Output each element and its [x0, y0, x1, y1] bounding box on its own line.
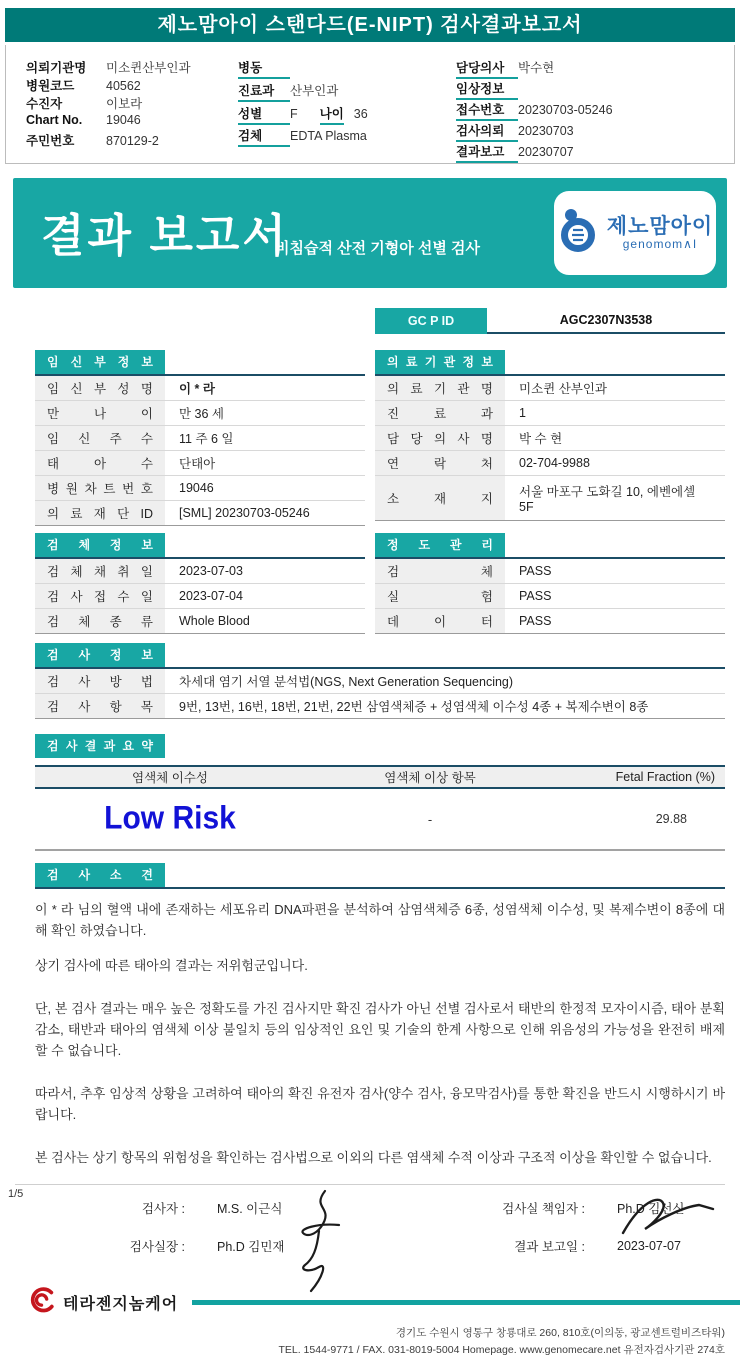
row-value: 19046 — [179, 481, 214, 495]
field-value: 산부인과 — [290, 83, 339, 98]
result-low-risk: Low Risk — [104, 800, 236, 837]
row-value: 2023-07-03 — [179, 564, 243, 578]
row-value: [SML] 20230703-05246 — [179, 506, 310, 520]
result-banner — [13, 178, 727, 288]
row-label: 담 당 의 사 명 — [387, 432, 493, 446]
logo-english: genomom∧I — [622, 236, 698, 251]
row-label: 검 체 종 류 — [47, 615, 153, 629]
opinion-tab: 검 사 소 견 — [35, 863, 165, 887]
field-label: 주민번호 — [26, 133, 75, 148]
logo-text-block — [607, 216, 713, 251]
row-value: 9번, 13번, 16번, 18번, 21번, 22번 삼염색체증 + 성염색체 이수성 4종 + 복제수변이 8종 — [179, 700, 649, 714]
result-summary — [35, 734, 725, 851]
row-label: 진 료 과 — [387, 407, 493, 421]
field-label: 나이 — [320, 104, 344, 125]
field-value: 36 — [353, 106, 368, 121]
clinic-info-tab: 의 료 기 관 정 보 — [375, 350, 505, 374]
theragen-logo — [28, 1286, 178, 1319]
row-value: Whole Blood — [179, 614, 250, 628]
field-value: 19046 — [106, 112, 141, 127]
row-label: 실 험 — [387, 590, 493, 604]
table-row — [35, 669, 725, 694]
field-label: 병동 — [238, 58, 290, 79]
field-value: 20230707 — [518, 145, 574, 159]
row-label: 연 락 처 — [387, 457, 493, 471]
report-title-bar — [5, 8, 735, 42]
row-value: 단태아 — [179, 457, 216, 471]
field-label: 검체 — [238, 126, 290, 147]
row-value: PASS — [519, 589, 552, 603]
table-row — [35, 401, 365, 426]
test-info-zone — [35, 643, 725, 719]
row-label: 임 신 부 성 명 — [47, 382, 153, 396]
opinion-header — [35, 863, 725, 889]
test-info-table — [35, 643, 725, 719]
theragen-g-icon — [28, 1286, 56, 1319]
examiner-name: M.S. 이근식 — [217, 1202, 283, 1216]
abnormal-item-value: - — [427, 811, 433, 827]
table-row — [375, 609, 725, 634]
row-label: 의 료 재 단 ID — [47, 507, 153, 521]
opinion-paragraph: 상기 검사에 따른 태아의 결과는 저위험군입니다. — [35, 958, 308, 973]
field-label: 성별 — [238, 104, 290, 125]
field-value: F — [290, 106, 298, 121]
opinion-paragraph: 단, 본 검사 결과는 매우 높은 정확도를 가진 검사지만 확진 검사가 아닌 선별 검사로서 태반의 한정적 모자이시즘, 태아 분획 감소, 태반과 태아의 염색체 이상 불일치 등의 임상적인 요인 및 기술의 한계 사항으로 인해 위음성의 가능성을 완전히 배제할 수 없습니다. — [35, 1001, 725, 1058]
row-label: 소 재 지 — [387, 492, 493, 506]
banner-subtitle: 비침습적 산전 기형아 선별 검사 — [275, 240, 481, 257]
table-row — [35, 694, 725, 719]
row-value: 이 * 라 — [179, 382, 215, 396]
row-value: 만 36 세 — [179, 407, 224, 421]
report-page — [0, 8, 740, 1356]
examiner-signature-icon — [283, 1187, 373, 1302]
row-label: 병 원 차 트 번 호 — [47, 482, 153, 496]
fetal-fraction-value: 29.88 — [655, 812, 687, 826]
specimen-info-tab: 검 체 정 보 — [35, 533, 165, 557]
signature-section — [15, 1184, 725, 1276]
field-label: 수진자 — [26, 97, 63, 112]
table-row — [35, 609, 365, 634]
address-line1: 경기도 수원시 영통구 창룡대로 260, 810호(이의동, 광교센트럴비즈타워) — [395, 1327, 725, 1339]
table-row — [375, 476, 725, 521]
row-value: 1 — [519, 406, 526, 420]
report-date-label: 결과 보고일 : — [514, 1240, 585, 1254]
field-label: 의뢰기관명 — [26, 61, 87, 75]
table-row — [375, 401, 725, 426]
patient-info-col1 — [26, 58, 238, 149]
patient-info-col2 — [238, 58, 456, 149]
row-value: 차세대 염기 서열 분석법(NGS, Next Generation Sequencing) — [179, 675, 514, 689]
field-label: 임상정보 — [456, 79, 518, 100]
qc-table — [375, 533, 725, 634]
row-label: 검 사 항 목 — [47, 700, 153, 714]
mother-clinic-tables — [35, 350, 725, 526]
opinion-section — [35, 863, 725, 1168]
summary-tab: 검 사 결 과 요 약 — [35, 734, 165, 758]
report-title: 제노맘아이 스탠다드(E-NIPT) 검사결과보고서 — [157, 14, 583, 36]
summary-value-row — [35, 789, 725, 851]
mother-info-table — [35, 350, 365, 526]
address-line2: TEL. 1544-9771 / FAX. 031-8019-5004 Homepage. www.genomecare.net 유전자검사기관 274호 — [278, 1344, 725, 1356]
field-label: 검사의뢰 — [456, 121, 518, 142]
test-info-tab: 검 사 정 보 — [35, 643, 165, 667]
row-value: 2023-07-04 — [179, 589, 243, 603]
summary-header-abnormal: 염색체 이상 항목 — [384, 771, 476, 785]
director-signature-icon — [615, 1191, 725, 1246]
specimen-qc-tables — [35, 533, 725, 634]
table-row — [35, 426, 365, 451]
row-value: PASS — [519, 564, 552, 578]
patient-info-col3 — [456, 58, 714, 159]
report-date-value: 2023-07-07 — [617, 1239, 681, 1253]
director-name: Ph.D 김선신 — [617, 1202, 685, 1216]
row-label: 검 체 채 취 일 — [47, 565, 153, 579]
field-value: EDTA Plasma — [290, 129, 367, 144]
summary-header-fetal-fraction: Fetal Fraction (%) — [615, 770, 715, 784]
field-label: 진료과 — [238, 81, 290, 102]
field-value: 박수현 — [518, 61, 555, 75]
row-label: 검 체 — [387, 565, 493, 579]
footer-address — [0, 1325, 725, 1359]
row-value: 미소퀸 산부인과 — [519, 382, 607, 396]
row-label: 데 이 터 — [387, 615, 493, 629]
field-label: 결과보고 — [456, 142, 518, 163]
field-label: 담당의사 — [456, 58, 518, 79]
field-value: 20230703 — [518, 124, 574, 138]
table-row — [375, 451, 725, 476]
opinion-body — [35, 889, 725, 1168]
logo-korean: 제노맘아이 — [606, 214, 714, 238]
row-value: PASS — [519, 614, 552, 628]
banner-title: 결과 보고서 — [41, 210, 289, 261]
table-row — [35, 376, 365, 401]
table-row — [35, 584, 365, 609]
footer-logo-row — [28, 1286, 740, 1319]
summary-header-row — [35, 765, 725, 789]
field-label: 병원코드 — [26, 79, 75, 94]
summary-header-aneuploidy: 염색체 이수성 — [132, 771, 208, 785]
field-value: 미소퀸산부인과 — [106, 61, 191, 75]
table-row — [35, 501, 365, 526]
field-label: Chart No. — [26, 112, 83, 127]
examiner-label: 검사자 : — [141, 1202, 185, 1216]
clinic-info-table — [375, 350, 725, 526]
table-row — [35, 476, 365, 501]
qc-tab: 정 도 관 리 — [375, 533, 505, 557]
mother-baby-icon — [557, 207, 599, 260]
footer-divider — [192, 1300, 740, 1305]
table-row — [375, 584, 725, 609]
patient-info-box — [5, 45, 735, 164]
table-row — [35, 451, 365, 476]
table-row — [375, 426, 725, 451]
table-row — [375, 376, 725, 401]
row-label: 의 료 기 관 명 — [387, 382, 493, 396]
field-value: 870129-2 — [106, 133, 159, 148]
gcp-id-value: AGC2307N3538 — [487, 308, 725, 334]
row-label: 태 아 수 — [47, 457, 153, 471]
chief-label: 검사실장 : — [129, 1240, 185, 1254]
genomom-logo — [554, 191, 716, 275]
opinion-paragraph: 이 * 라 님의 혈액 내에 존재하는 세포유리 DNA파편을 분석하여 삼염색체증 6종, 성염색체 이수성, 및 복제수변이 8종에 대해 확인 하였습니다. — [35, 902, 725, 938]
row-value: 박 수 현 — [519, 432, 563, 446]
opinion-paragraph: 본 검사는 상기 항목의 위험성을 확인하는 검사법으로 이외의 다른 염색체 수적 이상과 구조적 이상을 확인할 수 없습니다. — [35, 1150, 712, 1165]
field-value: 20230703-05246 — [518, 103, 613, 117]
table-row — [35, 559, 365, 584]
row-value: 서울 마포구 도화길 10, 에벤에셀 5F — [519, 485, 696, 514]
field-value: 이보라 — [106, 97, 143, 112]
field-value: 40562 — [106, 79, 141, 94]
gcp-id-row — [375, 308, 725, 334]
row-value: 02-704-9988 — [519, 456, 590, 470]
mother-info-tab: 임 신 부 정 보 — [35, 350, 165, 374]
row-label: 만 나 이 — [47, 407, 153, 421]
gcp-id-label: GC P ID — [375, 308, 487, 334]
director-label: 검사실 책임자 : — [502, 1202, 585, 1216]
field-label: 접수번호 — [456, 100, 518, 121]
company-name: 테라젠지놈케어 — [63, 1296, 179, 1313]
page-number: 1/5 — [8, 1188, 24, 1200]
specimen-info-table — [35, 533, 365, 634]
row-label: 임 신 주 수 — [47, 432, 153, 446]
chief-name: Ph.D 김민재 — [217, 1240, 285, 1254]
row-label: 검 사 방 법 — [47, 675, 153, 689]
table-row — [375, 559, 725, 584]
opinion-paragraph: 따라서, 추후 임상적 상황을 고려하여 태아의 확진 유전자 검사(양수 검사, 융모막검사)를 통한 확진을 반드시 시행하시기 바랍니다. — [35, 1086, 725, 1122]
row-label: 검 사 접 수 일 — [47, 590, 153, 604]
row-value: 11 주 6 일 — [179, 432, 234, 446]
